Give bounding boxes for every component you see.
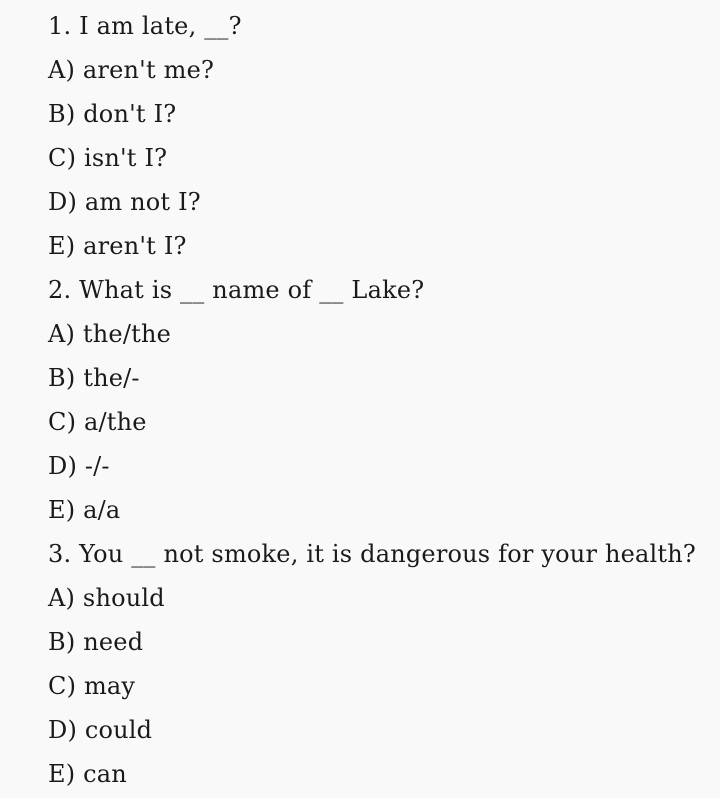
option-e: E) a/a [48,496,121,524]
option-b: B) don't I? [48,100,177,128]
question-2 [48,270,720,534]
question-prompt: 1. I am late, __? [48,12,242,40]
option-b: B) the/- [48,364,140,392]
quiz-document [48,6,720,798]
option-c: C) may [48,672,136,700]
option-d: D) could [48,716,153,744]
option-b: B) need [48,628,144,656]
option-d: D) am not I? [48,188,201,216]
option-a: A) aren't me? [48,56,215,84]
option-e: E) aren't I? [48,232,187,260]
question-prompt: 3. You __ not smoke, it is dangerous for your health? [48,540,696,568]
option-d: D) -/- [48,452,110,480]
question-prompt: 2. What is __ name of __ Lake? [48,276,425,304]
question-3 [48,534,720,798]
option-a: A) the/the [48,320,172,348]
option-c: C) isn't I? [48,144,168,172]
question-1 [48,6,720,270]
option-c: C) a/the [48,408,147,436]
option-e: E) can [48,760,127,788]
option-a: A) should [48,584,165,612]
